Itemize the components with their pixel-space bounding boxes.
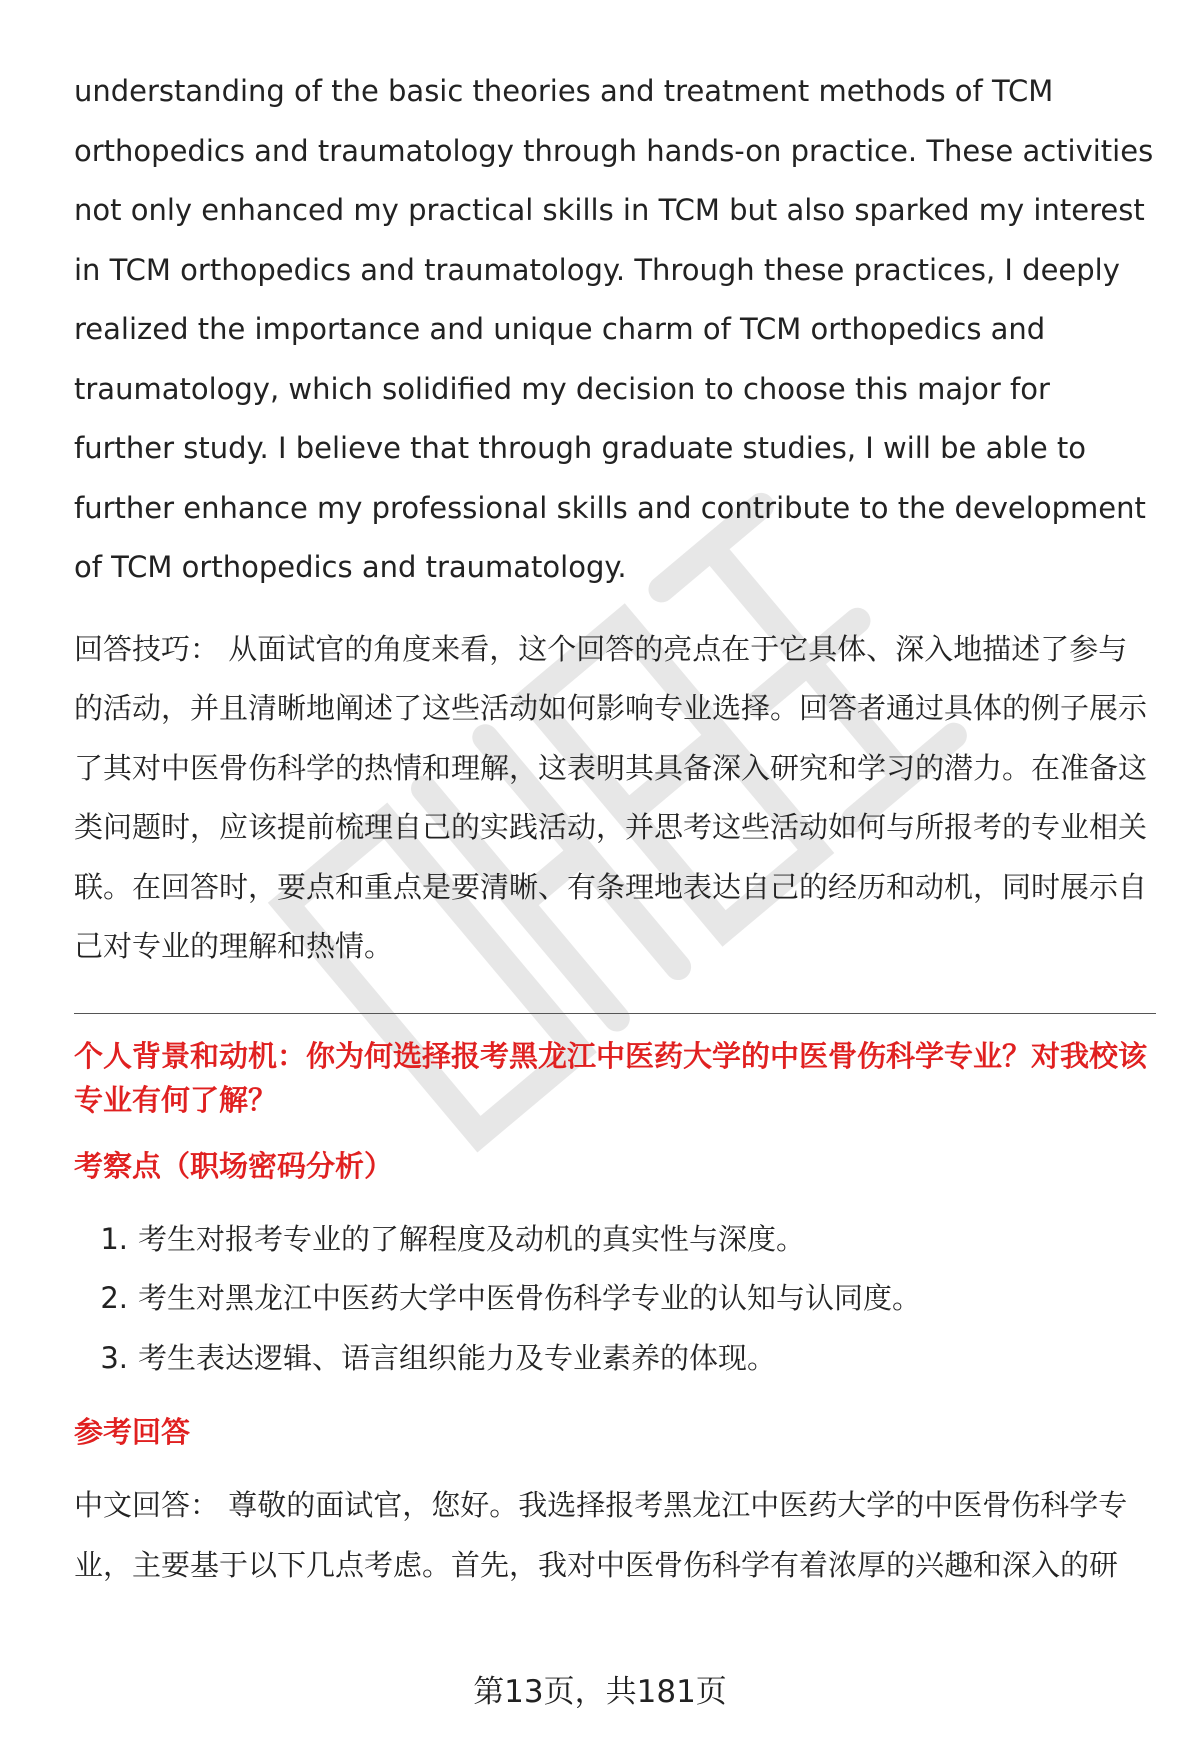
list-item-number: 3. [100,1340,128,1375]
section-divider [74,1013,1156,1014]
list-item-text: 考生对报考专业的了解程度及动机的真实性与深度。 [138,1221,806,1256]
list-item-number: 2. [100,1281,128,1315]
list-item-text: 考生表达逻辑、语言组织能力及专业素养的体现。 [138,1340,777,1375]
reference-answer-heading: 参考回答 [74,1415,191,1449]
list-item [74,1329,1156,1389]
document-page [74,62,1156,1595]
list-item [74,1269,1156,1329]
exam-points-list [74,1210,1156,1389]
list-item [74,1210,1156,1270]
chinese-answer-paragraph: 中文回答： 尊敬的面试官，您好。我选择报考黑龙江中医药大学的中医骨伤科学专业，主要基于以下几点考虑。首先，我对中医骨伤科学有着浓厚的兴趣和深入的研 [74,1488,1128,1582]
list-item-text: 考生对黑龙江中医药大学中医骨伤科学专业的认知与认同度。 [138,1281,922,1315]
answer-tip-paragraph: 回答技巧： 从面试官的角度来看，这个回答的亮点在于它具体、深入地描述了参与的活动，并且清晰地阐述了这些活动如何影响专业选择。回答者通过具体的例子展示了其对中医骨伤科学的热情和理解，这表明其具备深入研究和学习的潜力。在准备这类问题时，应该提前梳理自己的实践活动，并思考这些活动如何与所报考的专业相关联。在回答时，要点和重点是要清晰、有条理地表达自己的经历和动机，同时展示自己对专业的理解和热情。 [74,631,1148,963]
question-heading: 个人背景和动机：你为何选择报考黑龙江中医药大学的中医骨伤科学专业？对我校该专业有何了解？ [74,1038,1148,1117]
english-answer-paragraph: understanding of the basic theories and treatment methods of TCM orthopedics and traumatology through hands-on practice. These activities not only enhanced my practical skills in TCM but also sparked my interest in TCM orthopedics and traumatology. Through these practices, I deeply realized the importance and unique charm of TCM orthopedics and traumatology, which solidified my decision to choose this major for further study. I believe that through graduate studies, I will be able to further enhance my professional skills and contribute to the development of TCM orthopedics and traumatology. [74,74,1154,584]
exam-points-heading: 考察点（职场密码分析） [74,1148,394,1183]
page-number-footer: 第13页，共181页 [473,1674,727,1710]
list-item-number: 1. [100,1221,128,1256]
